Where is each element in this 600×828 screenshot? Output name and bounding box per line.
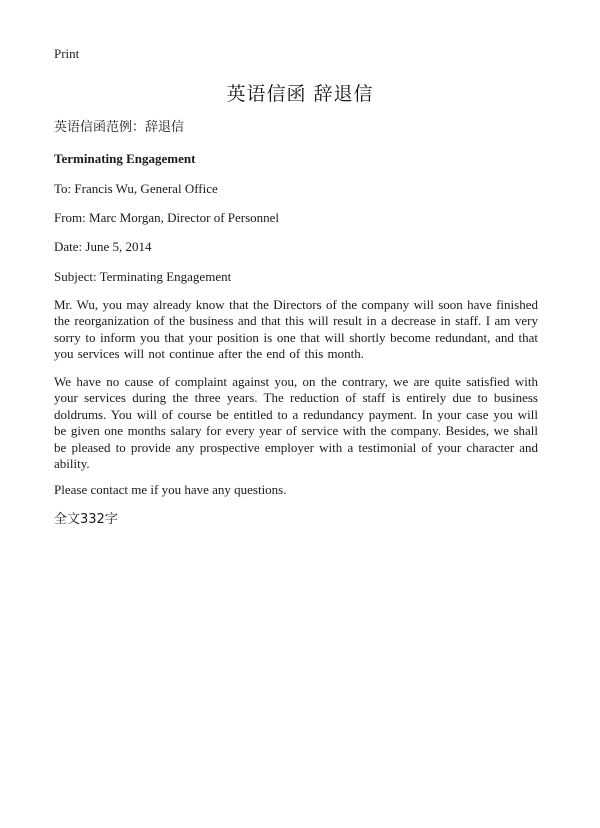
letter-paragraph-2: We have no cause of complaint against you, on the contrary, we are quite satisfied with your services during the three years. The reduction of staff is entirely due to business doldrums. You will of course be entitled to a redundancy payment. In your case you will be given one months salary for every year of service with the company. Besides, we shall be pleased to provide any prospective employer with a testimonial of your character and ability.: [54, 374, 538, 472]
letter-from-line: From: Marc Morgan, Director of Personnel: [54, 210, 280, 225]
letter-paragraph-1: Mr. Wu, you may already know that the Directors of the company will soon have finished the reorganization of the business and that this will result in a decrease in staff. I am very sorry to inform you that your position is one that will shortly become redundant, and that you services will not continue after the end of this month.: [54, 297, 538, 362]
letter-date-line: Date: June 5, 2014: [54, 239, 152, 254]
word-count: 全文332字: [54, 512, 118, 527]
page-title: 英语信函 辞退信: [226, 83, 374, 105]
letter-heading: Terminating Engagement: [54, 151, 196, 166]
document-subtitle: 英语信函范例：辞退信: [54, 120, 185, 135]
letter-closing: Please contact me if you have any questions.: [54, 482, 287, 497]
letter-to-line: To: Francis Wu, General Office: [54, 181, 218, 196]
print-link[interactable]: Print: [54, 46, 80, 61]
letter-subject-line: Subject: Terminating Engagement: [54, 269, 232, 284]
